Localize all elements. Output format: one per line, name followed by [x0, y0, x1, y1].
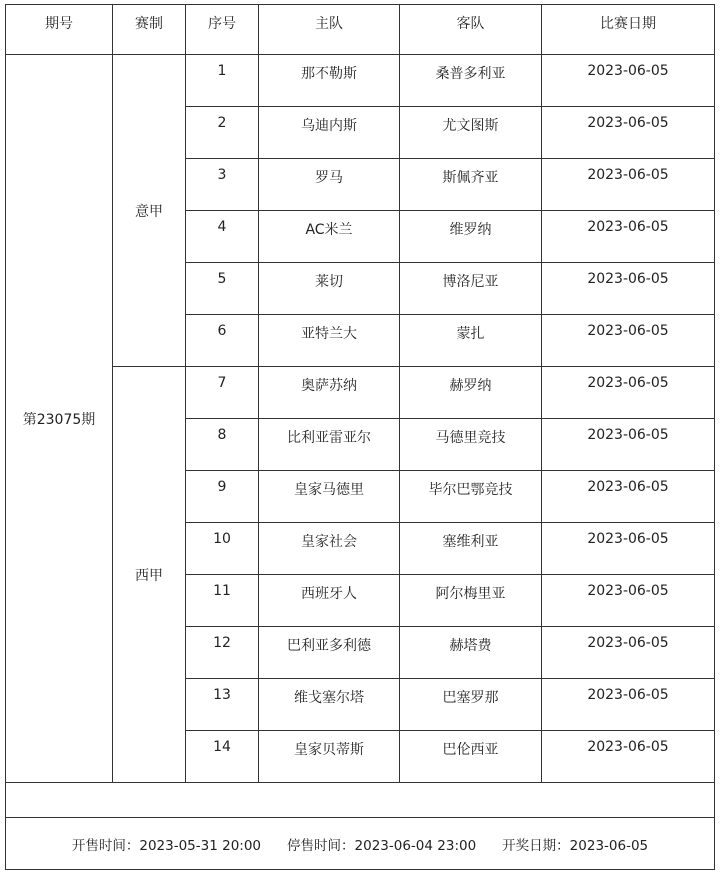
match-date-cell: 2023-06-05: [542, 55, 715, 107]
match-number-cell: 1: [186, 55, 259, 107]
match-date-cell: 2023-06-05: [542, 523, 715, 575]
away-team-cell: 阿尔梅里亚: [400, 575, 542, 627]
away-team-cell: 桑普多利亚: [400, 55, 542, 107]
match-number-cell: 12: [186, 627, 259, 679]
table-row: [6, 367, 715, 419]
match-date-cell: 2023-06-05: [542, 263, 715, 315]
header-away-team: 客队: [400, 5, 542, 55]
match-number-cell: 5: [186, 263, 259, 315]
home-team-cell: 皇家社会: [259, 523, 400, 575]
footer-row: [6, 818, 715, 870]
match-number-cell: 7: [186, 367, 259, 419]
header-home-team: 主队: [259, 5, 400, 55]
away-team-cell: 斯佩齐亚: [400, 159, 542, 211]
match-number-cell: 2: [186, 107, 259, 159]
match-date-cell: 2023-06-05: [542, 107, 715, 159]
header-league: 赛制: [113, 5, 186, 55]
away-team-cell: 维罗纳: [400, 211, 542, 263]
header-number: 序号: [186, 5, 259, 55]
issue-cell: 第23075期: [6, 55, 113, 783]
away-team-cell: 蒙扎: [400, 315, 542, 367]
blank-row: [6, 783, 715, 818]
home-team-cell: 那不勒斯: [259, 55, 400, 107]
header-match-date: 比赛日期: [542, 5, 715, 55]
match-number-cell: 14: [186, 731, 259, 783]
away-team-cell: 马德里竞技: [400, 419, 542, 471]
match-date-cell: 2023-06-05: [542, 471, 715, 523]
match-number-cell: 13: [186, 679, 259, 731]
match-number-cell: 9: [186, 471, 259, 523]
home-team-cell: 奥萨苏纳: [259, 367, 400, 419]
home-team-cell: 西班牙人: [259, 575, 400, 627]
match-date-cell: 2023-06-05: [542, 367, 715, 419]
away-team-cell: 尤文图斯: [400, 107, 542, 159]
home-team-cell: 皇家马德里: [259, 471, 400, 523]
home-team-cell: 乌迪内斯: [259, 107, 400, 159]
match-number-cell: 3: [186, 159, 259, 211]
draw-date: 开奖日期：2023-06-05: [502, 837, 649, 854]
sale-start-time: 开售时间：2023-05-31 20:00: [71, 837, 262, 854]
footer-cell: [6, 818, 715, 870]
away-team-cell: 博洛尼亚: [400, 263, 542, 315]
home-team-cell: AC米兰: [259, 211, 400, 263]
home-team-cell: 皇家贝蒂斯: [259, 731, 400, 783]
table-row: [6, 55, 715, 107]
blank-cell: [6, 783, 715, 818]
home-team-cell: 维戈塞尔塔: [259, 679, 400, 731]
home-team-cell: 巴利亚多利德: [259, 627, 400, 679]
match-date-cell: 2023-06-05: [542, 211, 715, 263]
league-cell: 意甲: [113, 55, 186, 367]
away-team-cell: 赫塔费: [400, 627, 542, 679]
match-schedule-table: [5, 4, 715, 870]
match-date-cell: 2023-06-05: [542, 731, 715, 783]
match-date-cell: 2023-06-05: [542, 627, 715, 679]
match-date-cell: 2023-06-05: [542, 159, 715, 211]
away-team-cell: 巴伦西亚: [400, 731, 542, 783]
home-team-cell: 莱切: [259, 263, 400, 315]
match-number-cell: 8: [186, 419, 259, 471]
match-number-cell: 11: [186, 575, 259, 627]
match-number-cell: 4: [186, 211, 259, 263]
header-row: [6, 5, 715, 55]
away-team-cell: 毕尔巴鄂竞技: [400, 471, 542, 523]
sale-stop-time: 停售时间：2023-06-04 23:00: [287, 837, 477, 854]
match-date-cell: 2023-06-05: [542, 419, 715, 471]
match-number-cell: 6: [186, 315, 259, 367]
header-issue: 期号: [6, 5, 113, 55]
match-number-cell: 10: [186, 523, 259, 575]
match-date-cell: 2023-06-05: [542, 315, 715, 367]
away-team-cell: 赫罗纳: [400, 367, 542, 419]
home-team-cell: 比利亚雷亚尔: [259, 419, 400, 471]
away-team-cell: 塞维利亚: [400, 523, 542, 575]
league-cell: 西甲: [113, 367, 186, 783]
away-team-cell: 巴塞罗那: [400, 679, 542, 731]
match-date-cell: 2023-06-05: [542, 575, 715, 627]
home-team-cell: 罗马: [259, 159, 400, 211]
match-date-cell: 2023-06-05: [542, 679, 715, 731]
home-team-cell: 亚特兰大: [259, 315, 400, 367]
